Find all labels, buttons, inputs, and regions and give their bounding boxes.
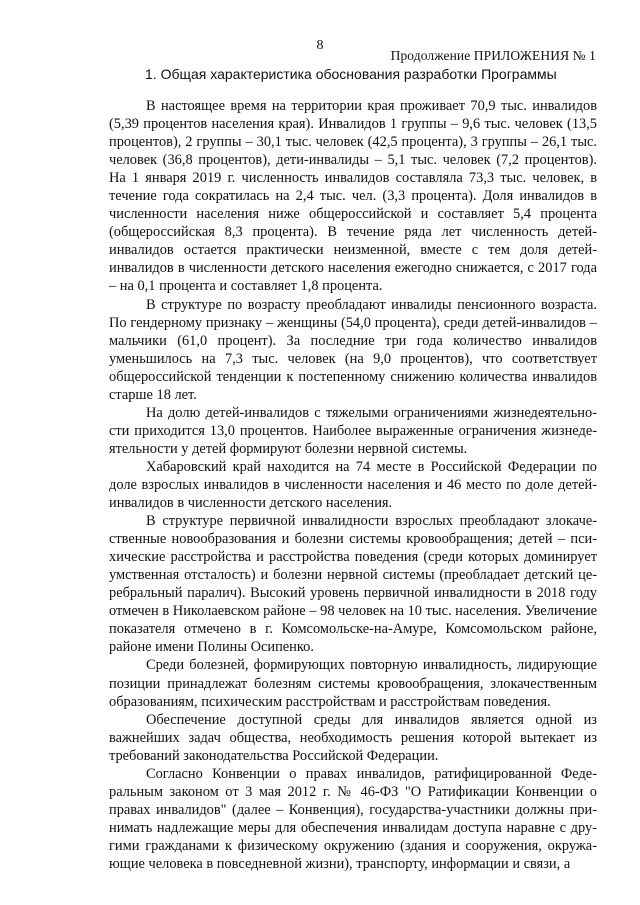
- paragraph: В структуре первичной инвалидности взрослых преобладают злокачественные новообразования и болезни системы кровообращения; детей – психические расстройства и расстройства поведения (среди которых доминирует умственная отсталость) и болезни нервной системы (преобладает детский церебральный паралич). Высокий уровень первичной инвалидности в 2018 году отмечен в Николаевском районе – 98 человек на 10 тыс. населения. Увеличение показателя отмечено в г. Комсомольске-на-Амуре, Комсомольском районе, районе имени Полины Осипенко.: [109, 513, 597, 656]
- appendix-continuation-label: Продолжение ПРИЛОЖЕНИЯ № 1: [390, 48, 596, 63]
- paragraph: В структуре по возрасту преобладают инвалиды пенсионного возраста. По гендерному признаку – женщины (54,0 процента), среди детей-инвалидов – мальчики (61,0 процент). За последние три года количество инвалидов уменьшилось на 7,3 тыс. человек (на 9,0 процентов), что соответствует общероссийской тенденции к постепенному снижению количества инвалидов старше 18 лет.: [109, 296, 597, 403]
- paragraph: На долю детей-инвалидов с тяжелыми ограничениями жизнедеятельности приходится 13,0 процентов. Наиболее выраженные ограничения жизнедеятельности у детей формируют болезни нервной системы.: [109, 404, 597, 457]
- paragraph: Согласно Конвенции о правах инвалидов, ратифицированной Федеральным законом от 3 мая 2012 г. № 46-ФЗ "О Ратификации Конвенции о правах инвалидов" (далее – Конвенция), государства-участники должны принимать надлежащие меры для обеспечения инвалидам доступа наравне с другими гражданами к физическому окружению (здания и сооружения, окружающие человека в повседневной жизни), транспорту, информации и связи, а: [109, 765, 597, 872]
- paragraph: В настоящее время на территории края проживает 70,9 тыс. инвалидов (5,39 процентов населения края). Инвалидов 1 группы – 9,6 тыс. человек (13,5 процентов), 2 группы – 30,1 тыс. человек (42,5 процента), 3 группы – 26,1 тыс. человек (36,8 процентов), дети-инвалиды – 5,1 тыс. человек (7,2 процентов). На 1 января 2019 г. численность инвалидов составляла 73,3 тыс. человек, в течение года сократилась на 2,4 тыс. чел. (3,3 процента). Доля инвалидов в численности населения ниже общероссийской и составляет 5,4 процента (общероссийская 8,3 процента). В течение ряда лет численность детей-инвалидов остается практически неизменной, вместе с тем доля детей-инвалидов в численности детского населения ежегодно снижается, с 2017 года – на 0,1 процента и составляет 1,8 процента.: [109, 98, 597, 295]
- body-text: [109, 97, 597, 873]
- paragraph: Обеспечение доступной среды для инвалидов является одной из важнейших задач общества, необходимость решения которой вытекает из требований законодательства Российской Федерации.: [109, 711, 597, 764]
- paragraph: Среди болезней, формирующих повторную инвалидность, лидирующие позиции принадлежат болезням системы кровообращения, злокачественным образованиям, психическим расстройствам и расстройствам поведения.: [109, 657, 597, 710]
- page-number: 8: [316, 38, 324, 53]
- paragraph: Хабаровский край находится на 74 месте в Российской Федерации по доле взрослых инвалидов в численности населения и 46 место по доле детей-инвалидов в численности детского населения.: [109, 458, 597, 512]
- section-heading: 1. Общая характеристика обоснования разработки Программы: [145, 66, 557, 82]
